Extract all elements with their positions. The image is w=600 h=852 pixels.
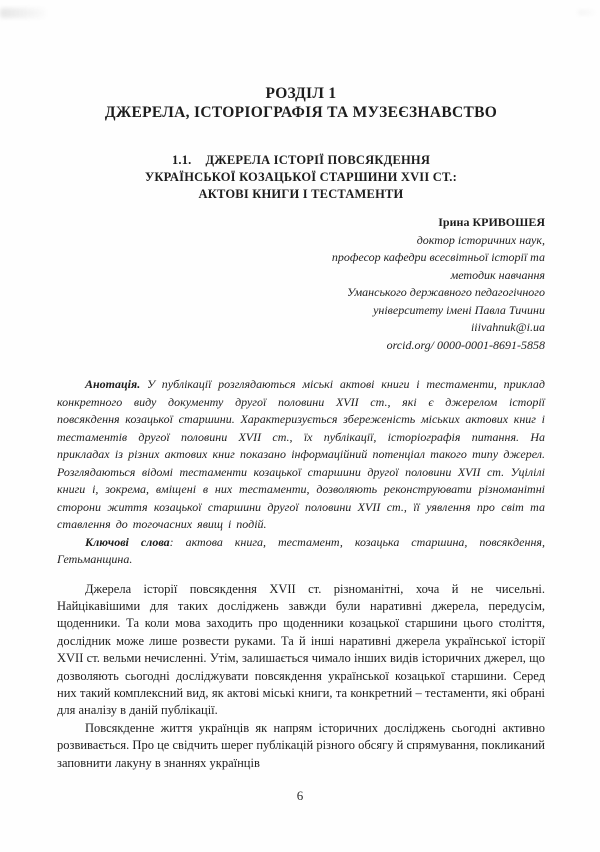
- body-paragraph-2: Повсякденне життя українців як напрям історичних досліджень сьогодні активно розвивається. Про це свідчить шерег публікацій різного обсягу й спрямування, покликаний заповнити лакуну в знаннях українців: [57, 720, 545, 770]
- section-title-line-1: ДЖЕРЕЛА ІСТОРІЇ ПОВСЯКДЕННЯ: [205, 153, 431, 167]
- page-content: [57, 0, 545, 772]
- author-university-line-1: Уманського державного педагогічного: [347, 285, 545, 299]
- author-university-line-2: університету імені Павла Тичини: [373, 302, 545, 317]
- scan-smudge-top-left: [0, 8, 46, 18]
- author-email: iiivahnuk@i.ua: [470, 320, 545, 334]
- scan-smudge-top-right: [578, 10, 596, 15]
- author-orcid: orcid.org/ 0000-0001-8691-5858: [386, 337, 545, 352]
- author-degree: доктор історичних наук,: [416, 232, 545, 247]
- body-paragraph-1: Джерела історії повсякдення XVII ст. різноманітні, хоча й не чисельні. Найцікавішими для таких досліджень завжди були наративні джерела, передусім, щоденники. Та коли мова заходить про щоденники козацької старшини цього століття, дослідник може лише розвести руками. Та й інші наративні джерела української історії XVII ст. вельми нечисленні. Утім, залишається чимало інших видів історичних джерел, що дозволяють сьогодні досліджувати повсякдення української козацької старшини. Серед них такий комплексний вид, як актові міські книги, та конкретний – тестаменти, які обрані для аналізу в даній публікації.: [57, 581, 545, 718]
- chapter-title: [57, 84, 545, 122]
- section-title-line-2: УКРАЇНСЬКОЇ КОЗАЦЬКОЇ СТАРШИНИ XVII СТ.:: [145, 170, 457, 184]
- page-number: 6: [296, 788, 304, 803]
- author-position-line-1: професор кафедри всесвітньої історії та: [331, 250, 545, 264]
- keywords-text: : актова книга, тестамент, козацька старшина, повсякдення, Гетьманщина.: [57, 534, 545, 566]
- chapter-name-line: ДЖЕРЕЛА, ІСТОРІОГРАФІЯ ТА МУЗЕЄЗНАВСТВО: [104, 104, 498, 121]
- keywords-label: Ключові слова: [85, 534, 170, 549]
- section-number: 1.1.: [171, 153, 192, 167]
- author-name: Ірина КРИВОШЕЯ: [438, 215, 545, 229]
- author-position-line-2: методик навчання: [450, 267, 545, 282]
- abstract-text: У публікації розглядаються міські актові книги і тестаменти, приклад конкретного виду документу другої половини XVII ст., які є джерелом історії повсякдення козацької старшини. Характеризується збереженість міських актових книг і тестаментів другої половини XVII ст., їх публікації, історіографія питання. На прикладах із різних актових книг показано інформаційний потенціал такого типу джерел. Розглядаються відомі тестаменти козацької старшини другої половини XVII ст. Уцілілі книги і, зокрема, вміщені в них тестаменти, дозволяють реконструювати різноманітні сторони життя козацької старшини другої половини XVII ст., її уявлення про світ та ставлення до тогочасних явищ і подій.: [57, 377, 545, 531]
- author-block: [57, 214, 545, 354]
- section-title: [57, 152, 545, 203]
- section-title-line-3: АКТОВІ КНИГИ І ТЕСТАМЕНТИ: [198, 187, 404, 201]
- abstract-label: Анотація.: [85, 377, 141, 391]
- keywords-paragraph: [57, 534, 545, 569]
- abstract-paragraph: [57, 376, 545, 534]
- chapter-number-line: РОЗДІЛ 1: [265, 85, 337, 102]
